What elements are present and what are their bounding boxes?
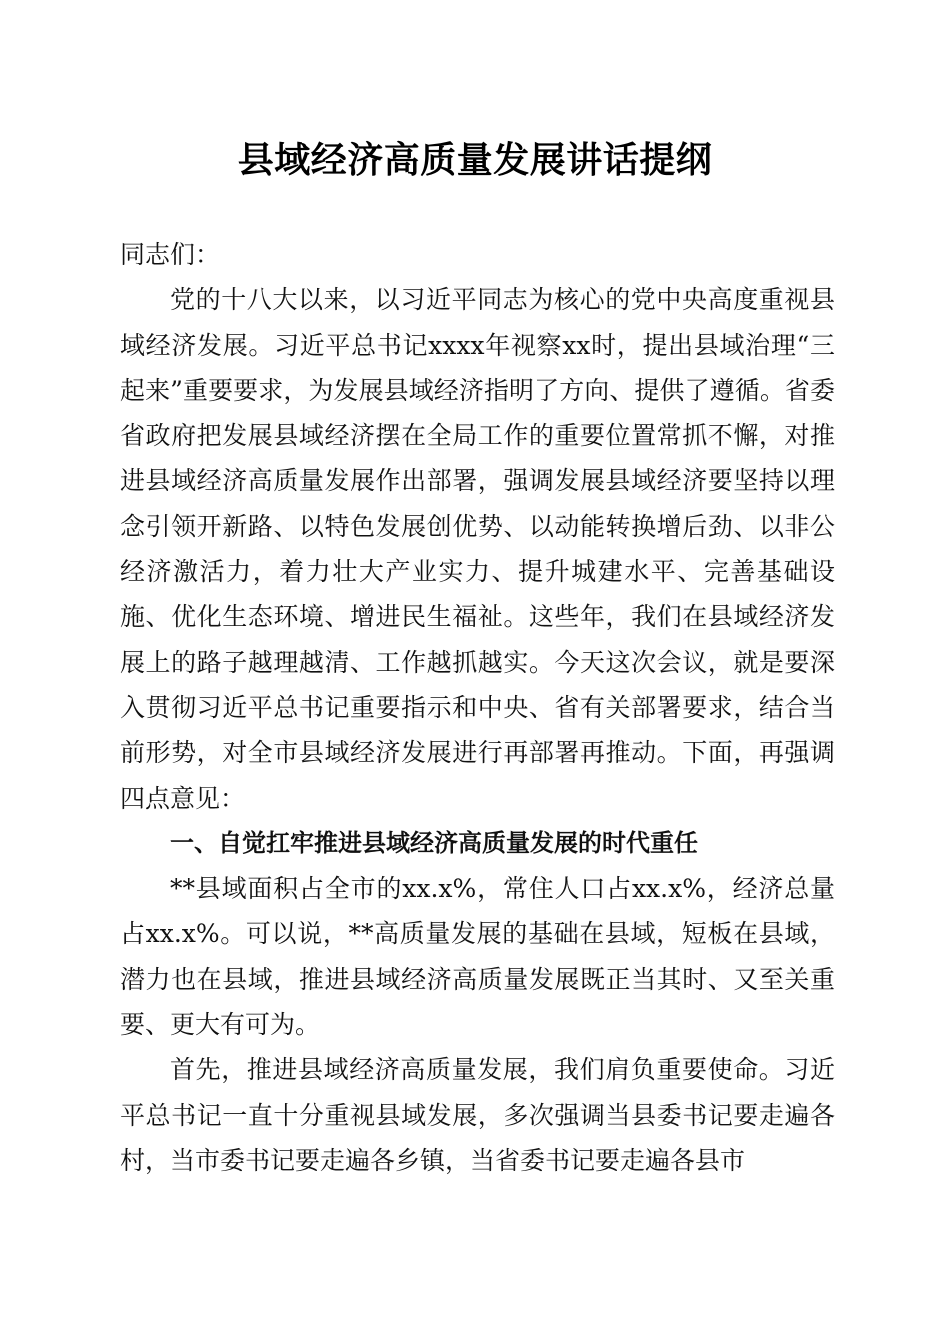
document-body (120, 232, 835, 1183)
salutation: 同志们： (120, 240, 221, 269)
paragraph-county-stats: **县域面积占全市的xx.x%，常住人口占xx.x%，经济总量占xx.x%。可以说，**高质量发展的基础在县域，短板在县域，潜力也在县域，推进县域经济高质量发展既正当其时、又至关重要、更大有可为。 (120, 874, 835, 1040)
section-heading-1: 一、自觉扛牢推进县域经济高质量发展的时代重任 (170, 828, 698, 857)
paragraph-intro: 党的十八大以来，以习近平同志为核心的党中央高度重视县域经济发展。习近平总书记xxxx年视察xx时，提出县域治理“三起来”重要要求，为发展县域经济指明了方向、提供了遵循。省委省政府把发展县域经济摆在全局工作的重要位置常抓不懈，对推进县域经济高质量发展作出部署，强调发展县域经济要坚持以理念引领开新路、以特色发展创优势、以动能转换增后劲、以非公经济激活力，着力壮大产业实力、提升城建水平、完善基础设施、优化生态环境、增进民生福祉。这些年，我们在县域经济发展上的路子越理越清、工作越抓越实。今天这次会议，就是要深入贯彻习近平总书记重要指示和中央、省有关部署要求，结合当前形势，对全市县域经济发展进行再部署再推动。下面，再强调四点意见： (120, 285, 835, 813)
document-title: 县域经济高质量发展讲话提纲 (237, 140, 713, 181)
paragraph-first-point: 首先，推进县域经济高质量发展，我们肩负重要使命。习近平总书记一直十分重视县域发展，多次强调当县委书记要走遍各村，当市委书记要走遍各乡镇，当省委书记要走遍各县市 (120, 1055, 835, 1175)
